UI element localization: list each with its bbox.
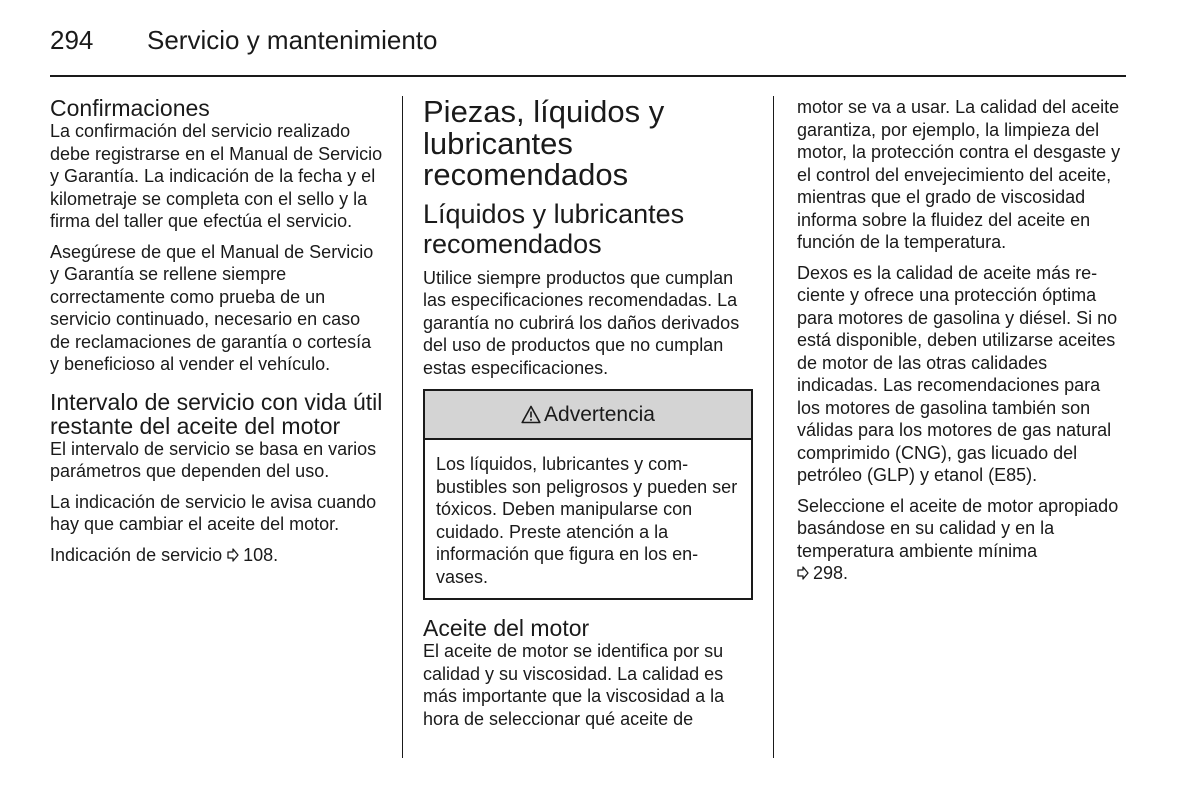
paragraph: Utilice siempre productos que cumplan las especificaciones recomendadas. La garantía no cubrirá los daños derivados del uso de productos que no cumplan estas especificaciones. — [423, 267, 740, 378]
page-reference-arrow-icon — [227, 548, 239, 562]
paragraph: Asegúrese de que el Manual de Servicio y Garantía se rellene siempre correctamente como prueba de un servicio continuado, necesario en caso de reclamaciones de garantía o cortesía y beneficioso al vender el vehículo. — [50, 241, 374, 374]
paragraph: Dexos es la calidad de aceite más reciente y ofrece una protección óptima para motores de gasolina y diésel. Si no está disponible, deben utilizarse aceites de motor de las otras calidades indicadas. Las recomendaciones para los motores de gasolina también son válidas para los motores de gas natural comprimido (CNG), gas licuado del petróleo (GLP) y etanol (E85). — [797, 262, 1118, 485]
page-reference-link[interactable]: 298. — [813, 563, 849, 583]
paragraph: El aceite de motor se identifica por su calidad y su viscosidad. La calidad es más importante que la viscosidad a la hora de seleccionar qué aceite de — [423, 641, 725, 729]
warning-triangle-icon — [521, 405, 541, 424]
service-ref-text: Indicación de servicio — [50, 544, 223, 565]
heading-piezas-liquidos: Piezas, líquidos y lubricantes recomendados — [423, 94, 665, 192]
heading-confirmaciones: Confirmaciones — [50, 95, 210, 121]
column-middle — [423, 96, 753, 738]
paragraph-service-ref — [50, 544, 383, 567]
page-header — [50, 24, 1126, 76]
heading-liquidos-lubricantes: Líquidos y lubricantes recomendados — [423, 198, 685, 259]
section-title: Servicio y mantenimiento — [147, 25, 438, 55]
paragraph: La indicación de servicio le avisa cuando hay que cambiar el aceite del motor. — [50, 491, 377, 534]
page-reference-arrow-icon — [797, 566, 809, 580]
header-divider — [50, 75, 1126, 77]
page-reference-link[interactable]: 108. — [243, 544, 279, 565]
heading-intervalo-servicio: Intervalo de servicio con vida útil restante del aceite del motor — [50, 388, 383, 439]
paragraph: El intervalo de servicio se basa en varios parámetros que dependen del uso. — [50, 438, 377, 481]
column-divider — [402, 96, 403, 758]
warning-header — [425, 391, 751, 440]
paragraph-oil-selection — [797, 495, 1128, 585]
column-left — [50, 96, 383, 574]
page-number: 294 — [50, 25, 94, 55]
paragraph: La confirmación del servicio realizado debe registrarse en el Manual de Servicio y Garantía. La indicación de la fecha y el kilometraje se completa con el sello y la firma del taller que efectúa el servicio. — [50, 121, 383, 231]
column-divider — [773, 96, 774, 758]
heading-aceite-motor: Aceite del motor — [423, 615, 590, 641]
warning-text: Los líquidos, lubricantes y combustibles son peligrosos y pueden ser tóxicos. Deben manipularse con cuidado. Preste atención a la información que figura en los envases. — [436, 454, 738, 587]
warning-box — [423, 389, 753, 600]
oil-selection-text: Seleccione el aceite de motor apropiado basándose en su calidad y en la temperatura ambiente mínima — [797, 495, 1119, 561]
warning-title: Advertencia — [544, 402, 655, 426]
paragraph: motor se va a usar. La calidad del aceite garantiza, por ejemplo, la limpieza del motor, la protección contra el desgaste y el control del envejecimiento del aceite, mientras que el grado de viscosidad informa sobre la fluidez del aceite en función de la temperatura. — [797, 97, 1121, 252]
warning-body — [425, 440, 751, 598]
column-right — [797, 96, 1128, 593]
